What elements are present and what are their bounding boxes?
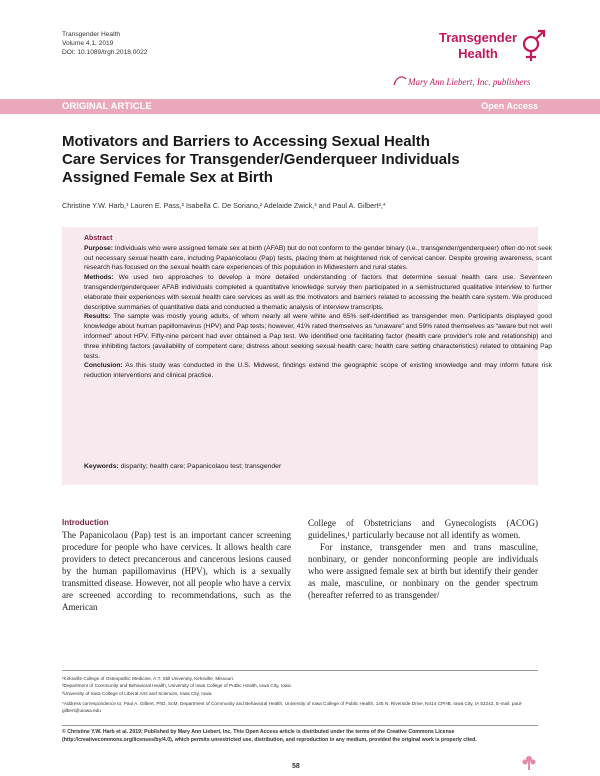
abstract-content (62, 234, 552, 381)
purpose-label: Purpose: (84, 244, 113, 252)
body-col1-text: The Papanicolaou (Pap) test is an important cancer screening procedure for people who have cervices. It allows health care providers to detect precancerous and cancerous lesions caused by the human papillomavirus (HPV), which is a sexually transmitted disease. However, not all people who have a cervix are screened according to recommendations, such as the American (62, 530, 291, 612)
license-text: © Christine Y.W. Harb et al. 2019; Published by Mary Ann Liebert, Inc. This Open Access article is distributed under the terms of the Creative Commons License (http://creativecommons.org/licenses/by/4.0), which permits unrestricted use, distribution, and reproduction in any medium, provided the original work is properly cited. (62, 729, 477, 743)
body-col2-para1: College of Obstetricians and Gynecologists (ACOG) guidelines,¹ particularly because not all identify as women. (308, 518, 538, 540)
affiliation-footnotes (62, 675, 538, 714)
footnote-divider (62, 670, 538, 671)
abstract-results (84, 312, 552, 361)
journal-name: Transgender Health (62, 31, 121, 38)
open-access-label: Open Access (481, 101, 538, 111)
abstract-methods (84, 273, 552, 312)
footnote-1: ¹Kirksville College of Osteopathic Medicine, A.T. Still University, Kirksville, Missouri. (62, 676, 235, 681)
article-type-label: ORIGINAL ARTICLE (62, 101, 152, 112)
body-col2-para2: For instance, transgender men and trans masculine, nonbinary, or gender nonconforming people are individuals who were assigned female sex at birth but identify their gender as male, masculine, or nonbinary on the gender spectrum (hereafter referred to as transgender/ (308, 542, 538, 600)
logo-line-1: Transgender (438, 30, 518, 45)
abstract-conclusion (84, 361, 552, 381)
body-column-2 (308, 517, 538, 601)
journal-meta (62, 30, 147, 57)
methods-text: We used two approaches to develop a more detailed understanding of factors that determine sexual health care use. Seventeen transgender/genderqueer AFAB individuals completed a quantitative knowledge survey then participated in a semistructured qualitative interview to further elaborate their experiences with sexual health care services as well as the motivators and barriers related to accessing the health care system. We produced descriptive summaries of quantitative data and conducted a thematic analysis of interview transcripts. (84, 274, 553, 311)
purpose-text: Individuals who were assigned female sex at birth (AFAB) but do not conform to the gender binary (i.e., transgender/genderqueer) often do not seek out necessary sexual health care, including Papanicolaou (Pap) tests, placing them at heightened risk of cervical cancer. Despite growing awareness, scant research has focused on the sexual health care experiences of this population in Midwestern and rural states. (84, 244, 553, 272)
conclusion-text: As this study was conducted in the U.S. Midwest, findings extend the geographic scope of existing knowledge and may inform future risk reduction interventions and clinical practice. (84, 362, 552, 380)
flower-ornament-icon (520, 754, 538, 770)
introduction-heading: Introduction (62, 518, 109, 527)
page-number: 58 (292, 763, 300, 770)
transgender-symbol-icon (514, 27, 550, 63)
keywords-text: disparity; health care; Papanicolaou test; transgender (120, 463, 282, 470)
journal-logo (428, 30, 528, 62)
conclusion-label: Conclusion: (84, 362, 123, 370)
publisher-swirl-icon (392, 73, 408, 89)
abstract-purpose (84, 244, 552, 273)
keywords (84, 463, 281, 470)
logo-line-2: Health (458, 46, 498, 61)
journal-doi[interactable]: DOI: 10.1089/trgh.2018.0022 (62, 49, 148, 56)
author-list: Christine Y.W. Harb,¹ Lauren E. Pass,² Isabella C. De Soriano,² Adelaide Zwick,³ and Paul A. Gilbert²,* (62, 201, 386, 210)
correspondence-footnote: *Address correspondence to: Paul A. Gilbert, PhD, ScM, Department of Community and Behavioral Health, University of Iowa College of Public Health, 145 N. Riverside Drive, N414 CPHB, Iowa City, IA 52242, E-mail: paul-gilbert@uiowa.edu (62, 700, 523, 714)
results-text: The sample was mostly young adults, of whom nearly all were white and 65% self-identified as transgender men. Participants displayed good knowledge about human papillomavirus (HPV) and Pap tests; however, 41% rated themselves as “unaware” and 59% rated themselves as “aware but not well informed” about HPV. Fifty-nine percent had ever obtained a Pap test. We identified one facilitating factor (health care provider's role and relationship) and three inhibiting factors (availability of competent care; distress about seeking sexual health care; health care setting characteristics) related to obtaining Pap tests. (84, 313, 552, 360)
abstract-heading: Abstract (84, 235, 113, 242)
keywords-label: Keywords: (84, 463, 119, 470)
footnote-2: ²Department of Community and Behavioral Health, University of Iowa College of Public Health, Iowa City, Iowa. (62, 683, 292, 689)
results-label: Results: (84, 313, 111, 321)
publisher-name: Mary Ann Liebert, Inc. publishers (408, 77, 531, 87)
article-title: Motivators and Barriers to Accessing Sexual Health Care Services for Transgender/Genderqueer Individuals Assigned Female Sex at Birth (62, 133, 460, 186)
body-column-1 (62, 517, 291, 613)
journal-volume: Volume 4.1, 2019 (62, 40, 114, 47)
footnote-3: ³University of Iowa College of Liberal Arts and Sciences, Iowa City, Iowa. (62, 690, 213, 696)
license-divider (62, 725, 538, 726)
methods-label: Methods: (84, 274, 114, 282)
